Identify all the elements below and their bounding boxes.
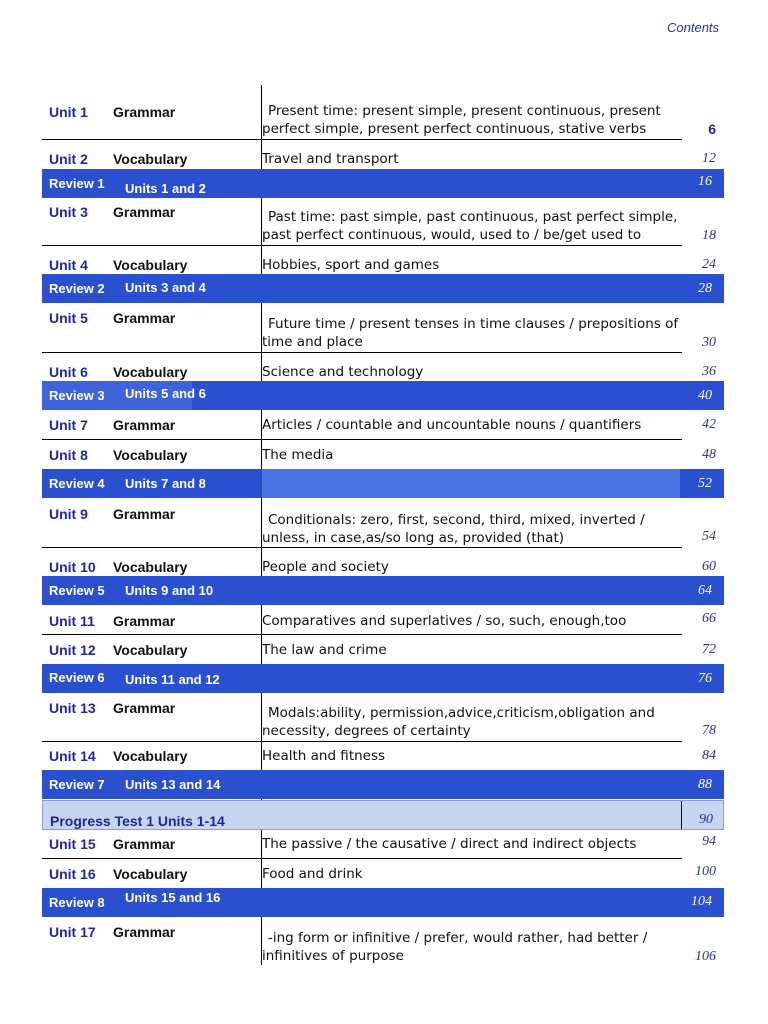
unit-number: Unit 4	[49, 257, 88, 273]
toc-row-unit-4[interactable]	[0, 256, 768, 276]
unit-topic: Hobbies, sport and games	[262, 257, 440, 273]
review-band-3[interactable]	[42, 381, 724, 410]
unit-type: Grammar	[113, 613, 176, 629]
unit-topic: The law and crime	[262, 642, 387, 658]
unit-topic: Travel and transport	[262, 151, 399, 167]
unit-number: Unit 11	[49, 613, 95, 629]
page-number: 106	[695, 949, 716, 964]
unit-type: Vocabulary	[113, 866, 188, 882]
unit-type: Vocabulary	[113, 257, 188, 273]
unit-type: Vocabulary	[113, 151, 188, 167]
unit-topic: Health and fitness	[262, 748, 386, 764]
page-number: 40	[698, 388, 712, 403]
unit-topic: Present time: present simple, present continuous, present perfect simple, present perfect continuous, stative verbs	[262, 103, 661, 137]
page-number: 76	[698, 671, 712, 686]
review-label: Review 6	[49, 670, 105, 685]
page-number: 72	[702, 642, 716, 657]
page-number: 24	[702, 257, 716, 272]
page-number: 6	[708, 121, 716, 137]
review-band-6[interactable]	[42, 664, 724, 693]
unit-topic: Articles / countable and uncountable nouns / quantifiers	[262, 417, 642, 433]
review-band-2[interactable]	[42, 274, 724, 303]
page-number: 30	[702, 335, 716, 350]
toc-row-unit-12[interactable]	[0, 641, 768, 661]
review-band-1[interactable]	[42, 169, 724, 198]
review-label: Review 5	[49, 583, 105, 598]
page-number: 16	[698, 174, 712, 189]
unit-topic: The media	[262, 447, 334, 463]
row-rule	[42, 634, 682, 635]
page-number: 94	[702, 834, 716, 849]
unit-topic: Modals:ability, permission,advice,criticism,obligation and necessity, degrees of certainty	[262, 705, 655, 739]
unit-number: Unit 7	[49, 417, 88, 433]
band-highlight	[262, 469, 680, 498]
toc-row-unit-8[interactable]	[0, 446, 768, 466]
unit-type: Grammar	[113, 836, 176, 852]
review-band-4[interactable]	[42, 469, 724, 498]
row-rule	[42, 245, 682, 246]
unit-topic: Conditionals: zero, first, second, third, mixed, inverted / unless, in case,as/so long as, provided (that)	[262, 512, 645, 546]
page-number: 54	[702, 529, 716, 544]
unit-number: Unit 17	[49, 924, 96, 940]
unit-number: Unit 14	[49, 748, 96, 764]
unit-type: Vocabulary	[113, 748, 188, 764]
toc-row-unit-2[interactable]	[0, 150, 768, 170]
unit-number: Unit 5	[49, 310, 88, 326]
row-rule	[42, 858, 682, 859]
review-band-7[interactable]	[42, 770, 724, 799]
unit-type: Grammar	[113, 104, 176, 120]
page-column-divider	[681, 801, 682, 829]
review-units: Units 3 and 4	[125, 280, 206, 295]
review-label: Review 8	[49, 895, 105, 910]
toc-row-unit-7[interactable]	[0, 416, 768, 436]
review-label: Review 7	[49, 777, 105, 792]
page-number: 78	[702, 723, 716, 738]
unit-number: Unit 13	[49, 700, 96, 716]
unit-topic: Future time / present tenses in time clauses / prepositions of time and place	[262, 316, 679, 350]
review-band-5[interactable]	[42, 576, 724, 605]
unit-topic: Past time: past simple, past continuous, past perfect simple, past perfect continuous, would, used to / be/get used to	[262, 209, 678, 243]
page-number: 12	[702, 151, 716, 166]
toc-row-unit-6[interactable]	[0, 363, 768, 383]
review-units: Units 7 and 8	[125, 476, 206, 491]
page-number: 36	[702, 364, 716, 379]
unit-type: Vocabulary	[113, 559, 188, 575]
row-rule	[42, 547, 682, 548]
review-units: Units 1 and 2	[125, 181, 206, 196]
page-number: 28	[698, 281, 712, 296]
review-label: Review 1	[49, 176, 105, 191]
page-number: 100	[695, 864, 716, 879]
unit-number: Unit 6	[49, 364, 88, 380]
review-units: Units 5 and 6	[125, 386, 206, 401]
unit-type: Grammar	[113, 506, 176, 522]
page-number: 18	[702, 228, 716, 243]
toc-row-unit-9[interactable]	[0, 505, 768, 547]
page-number: 60	[702, 559, 716, 574]
review-band-8[interactable]	[42, 888, 724, 917]
unit-topic: Science and technology	[262, 364, 424, 380]
review-units: Units 15 and 16	[125, 890, 221, 905]
row-rule	[42, 741, 682, 742]
toc-row-unit-13[interactable]	[0, 699, 768, 741]
page-number: 52	[698, 476, 712, 491]
progress-test-band[interactable]	[42, 800, 724, 830]
unit-topic: People and society	[262, 559, 389, 575]
unit-number: Unit 9	[49, 506, 88, 522]
page-number: 64	[698, 583, 712, 598]
unit-topic: The passive / the causative / direct and indirect objects	[262, 836, 637, 852]
unit-type: Grammar	[113, 417, 176, 433]
unit-type: Grammar	[113, 310, 176, 326]
review-units: Units 11 and 12	[125, 672, 220, 687]
review-units: Units 13 and 14	[125, 777, 221, 792]
toc-row-unit-1[interactable]	[0, 100, 768, 140]
toc-row-unit-14[interactable]	[0, 747, 768, 767]
toc-row-unit-11[interactable]	[0, 612, 768, 632]
review-units: Units 9 and 10	[125, 583, 214, 598]
row-rule	[42, 139, 682, 140]
unit-type: Grammar	[113, 924, 176, 940]
unit-type: Grammar	[113, 700, 176, 716]
page-number: 48	[702, 447, 716, 462]
unit-number: Unit 16	[49, 866, 96, 882]
unit-number: Unit 8	[49, 447, 88, 463]
unit-number: Unit 1	[49, 104, 88, 120]
toc-row-unit-17[interactable]	[0, 923, 768, 967]
progress-test-label: Progress Test 1 Units 1-14	[50, 813, 225, 829]
unit-number: Unit 12	[49, 642, 96, 658]
unit-number: Unit 3	[49, 204, 88, 220]
unit-number: Unit 15	[49, 836, 96, 852]
toc-row-unit-15[interactable]	[0, 835, 768, 855]
toc-row-unit-10[interactable]	[0, 558, 768, 578]
unit-type: Vocabulary	[113, 447, 188, 463]
page-number: 42	[702, 417, 716, 432]
page-number: 84	[702, 748, 716, 763]
unit-type: Grammar	[113, 204, 176, 220]
toc-row-unit-5[interactable]	[0, 309, 768, 351]
review-label: Review 3	[49, 388, 105, 403]
toc-row-unit-16[interactable]	[0, 865, 768, 885]
contents-heading: Contents	[667, 20, 720, 35]
row-rule	[42, 352, 682, 353]
unit-topic: Food and drink	[262, 866, 363, 882]
unit-topic: Comparatives and superlatives / so, such, enough,too	[262, 613, 627, 629]
page-number: 90	[699, 812, 713, 827]
page-number: 104	[691, 894, 712, 909]
unit-number: Unit 10	[49, 559, 96, 575]
row-rule	[42, 439, 682, 440]
toc-row-unit-3[interactable]	[0, 203, 768, 245]
unit-topic: -ing form or infinitive / prefer, would rather, had better / infinitives of purpose	[262, 930, 648, 964]
unit-number: Unit 2	[49, 151, 88, 167]
unit-type: Vocabulary	[113, 364, 188, 380]
unit-type: Vocabulary	[113, 642, 188, 658]
page-number: 88	[698, 777, 712, 792]
review-label: Review 2	[49, 281, 105, 296]
review-label: Review 4	[49, 476, 105, 491]
page-number: 66	[702, 611, 716, 626]
